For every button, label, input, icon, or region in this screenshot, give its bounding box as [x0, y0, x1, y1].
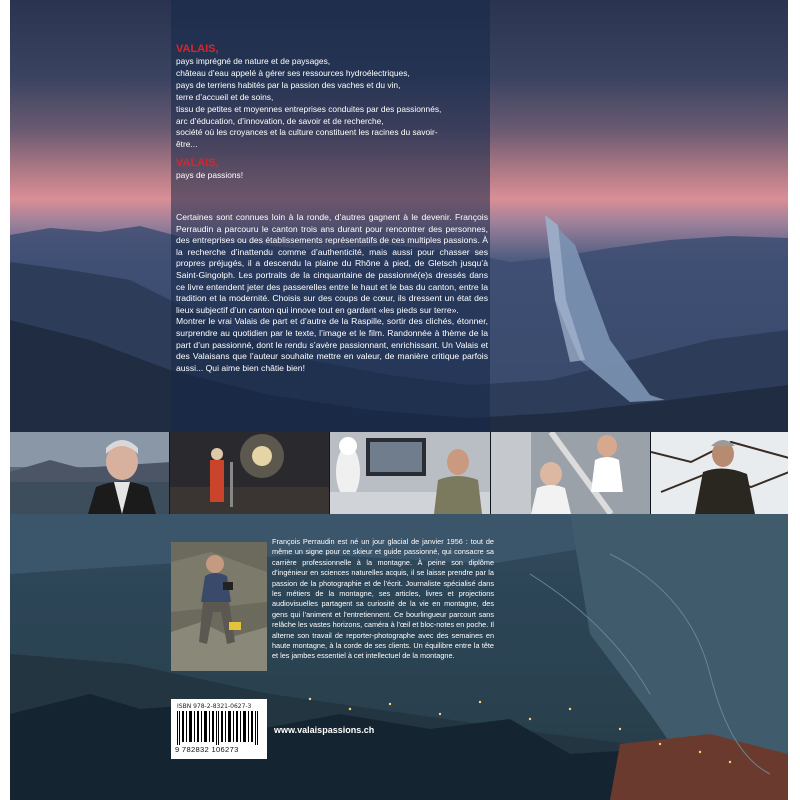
intro-block — [176, 43, 488, 182]
intro-line: château d’eau appelé à gérer ses ressources hydroélectriques, — [176, 67, 410, 78]
photo-strip — [10, 432, 788, 514]
barcode-digits: 9 782832 106273 — [175, 745, 239, 754]
intro-line: arc d’éducation, d’innovation, de savoir et de recherche, — [176, 115, 384, 126]
portrait-photo-man-lake — [10, 432, 170, 514]
intro-line: terre d’accueil et de soins, — [176, 91, 274, 102]
author-bio: François Perraudin est né un jour glacial de janvier 1956 : tout de même un signe pour ce skieur et guide passionné, qui consacre sa carrière professionnelle à la montagne. À peine son diplôme d’ingénieur en sciences naturelles acquis, il se laisse prendre par la passion de la photographie et de l’écrit. Journaliste spécialisé dans les métiers de la montagne, ses articles, livres et projections audiovisuelles partagent sa curiosité de la vie en montagne, des gens qui l’animent et l’entretiennent. Ce bourlingueur parcourt sans relâche les vastes horizons, caméra à l’œil et bloc-notes en poche. Il alterne son travail de reporter-photographe avec des semaines en haute montagne, à la corde de ses clients. Un équilibre entre la tête et les jambes essentiel à cet intellectuel de la montagne. — [272, 537, 494, 661]
description-paragraph-2: Montrer le vrai Valais de part et d’autre de la Raspille, sortir des clichés, étonner, surprendre au quotidien par le texte, l’image et le film. Randonnée à thème de la part d’un passionné, dont le rendu s’avère passionnant, enrichissant. Un Valais et des Valaisans que l’auteur souhaite mettre en valeur, de manière critique parfois aussi... Qui aime bien châtie bien! — [176, 316, 488, 373]
intro-line: être... — [176, 139, 198, 150]
book-back-cover — [10, 0, 788, 800]
intro-line: société où les croyances et la culture constituent les racines du savoir- — [176, 127, 438, 138]
barcode — [177, 711, 261, 745]
photo-worker-night — [170, 432, 330, 514]
author-photo — [171, 542, 267, 671]
intro-title-2: VALAIS, — [176, 157, 219, 170]
description-block — [176, 212, 488, 374]
intro-line: pays imprégné de nature et de paysages, — [176, 56, 331, 66]
barcode-box — [171, 699, 267, 759]
intro-line: tissu de petites et moyennes entreprises conduites par des passionnés, — [176, 103, 442, 114]
intro-title: VALAIS, — [176, 43, 219, 55]
photo-vine-grower — [651, 432, 788, 514]
description-paragraph-1: Certaines sont connues loin à la ronde, d’autres gagnent à le devenir. François Perraudin a parcouru le canton trois ans durant pour rencontrer des personnes, des entreprises ou des établissements représentatifs de ces multiples passions. À la recherche d’inattendu comme d’authenticité, mais aussi pour chasser ses propres préjugés, il a descendu la plaine du Rhône à pied, de Gletsch jusqu’à Saint-Gingolph. Les portraits de la cinquantaine de passionné(e)s dressés dans ce livre entendent jeter des passerelles entre le haut et le bas du canton, entre la tradition et la modernité. Choisis sur des coups de cœur, ils dressent un état des lieux subjectif d’un canton qui innove tout en gardant «les pieds sur terre». — [176, 212, 488, 315]
intro-tagline: pays de passions! — [176, 170, 244, 181]
photo-robot-lab — [330, 432, 490, 514]
isbn-label: ISBN 978-2-8321-0627-3 — [177, 703, 252, 710]
intro-line: pays de terriens habités par la passion des vaches et du vin, — [176, 79, 401, 90]
website-url[interactable]: www.valaispassions.ch — [274, 725, 375, 735]
photo-lab-workers — [491, 432, 651, 514]
